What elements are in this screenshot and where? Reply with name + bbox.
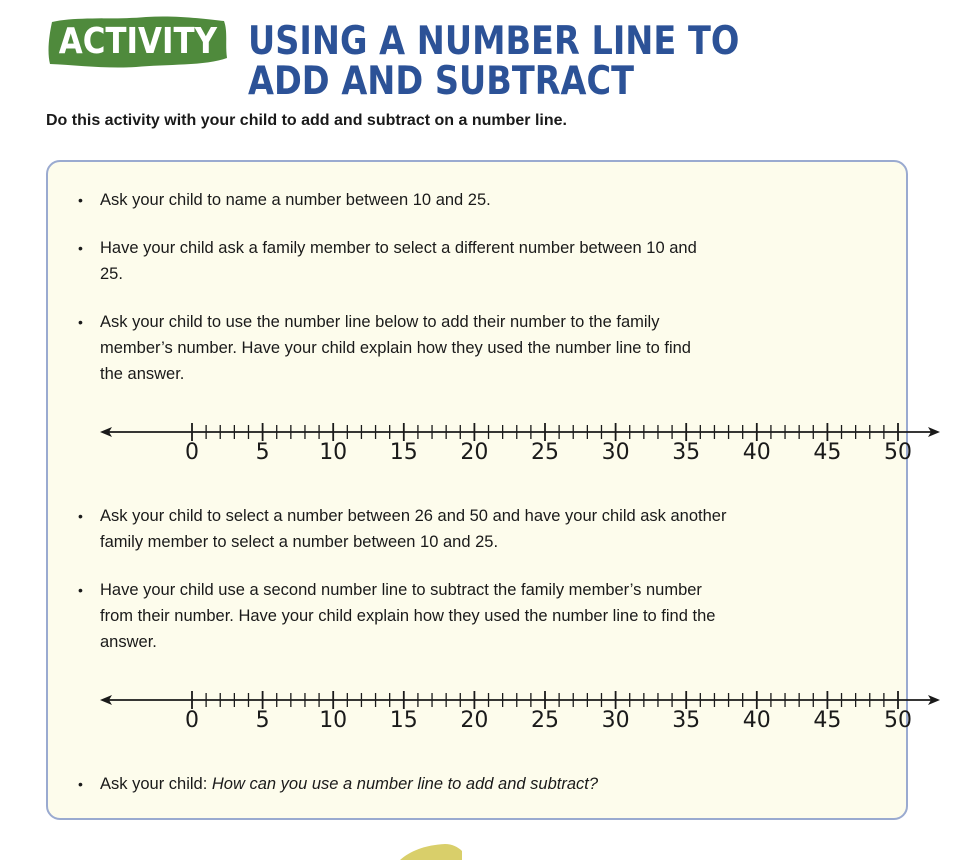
activity-badge [46, 14, 228, 70]
bullet-item [78, 235, 720, 287]
tick-label: 30 [601, 708, 630, 733]
bullet-item [78, 503, 750, 555]
bullet-dot: • [78, 776, 83, 792]
tick-label: 5 [255, 708, 270, 733]
decorative-brush-icon [400, 843, 462, 860]
tick-label: 30 [601, 440, 630, 465]
bullet-text: Ask your child to name a number between 10 and 25. [100, 191, 491, 209]
tick-label: 35 [672, 440, 701, 465]
tick-label: 25 [531, 440, 559, 465]
tick-label: 10 [319, 440, 348, 465]
bullet-item [78, 771, 860, 797]
tick-label: 45 [813, 708, 842, 733]
bullet-text: Ask your child to use the number line below to add their number to the family member’s number. Have your child explain how they used the number line to find the answer. [100, 313, 691, 383]
tick-label: 0 [185, 708, 199, 733]
bullet-dot: • [78, 314, 83, 330]
bullet-dot: • [78, 192, 83, 208]
activity-card [46, 160, 912, 820]
tick-label: 40 [742, 440, 771, 465]
title-line-1: USING A NUMBER LINE TO [248, 19, 740, 64]
tick-label: 10 [319, 708, 348, 733]
tick-label: 25 [531, 708, 559, 733]
bullet-dot: • [78, 508, 83, 524]
tick-label: 35 [672, 708, 701, 733]
tick-label: 50 [884, 708, 912, 733]
bullet-prefix: Ask your child: [100, 775, 212, 793]
page-title [248, 19, 764, 104]
bullet-text: Ask your child to select a number between 26 and 50 and have your child ask another family member to select a number between 10 and 25. [100, 507, 727, 551]
tick-label: 15 [389, 440, 418, 465]
tick-label: 50 [884, 440, 912, 465]
badge-label: ACTIVITY [58, 21, 218, 62]
bullet-question: How can you use a number line to add and subtract? [211, 775, 599, 793]
bullet-text: Have your child ask a family member to select a different number between 10 and 25. [100, 239, 697, 283]
header [0, 0, 970, 110]
bullet-dot: • [78, 240, 83, 256]
tick-label: 45 [813, 440, 842, 465]
tick-label: 5 [255, 440, 270, 465]
tick-label: 40 [742, 708, 771, 733]
intro-text: Do this activity with your child to add and subtract on a number line. [46, 112, 567, 129]
bullet-item [78, 187, 740, 213]
tick-label: 20 [460, 708, 489, 733]
bullet-item [78, 577, 720, 655]
bullet-text: Have your child use a second number line to subtract the family member’s number from their number. Have your child explain how they used the number line to find the answer. [100, 581, 716, 651]
tick-label: 20 [460, 440, 489, 465]
tick-label: 0 [185, 440, 199, 465]
number-line-add [100, 412, 912, 482]
bullet-dot: • [78, 582, 83, 598]
tick-label: 15 [389, 708, 418, 733]
title-line-2: ADD AND SUBTRACT [248, 59, 634, 104]
number-line-subtract [100, 680, 912, 750]
bullet-item [78, 309, 700, 387]
